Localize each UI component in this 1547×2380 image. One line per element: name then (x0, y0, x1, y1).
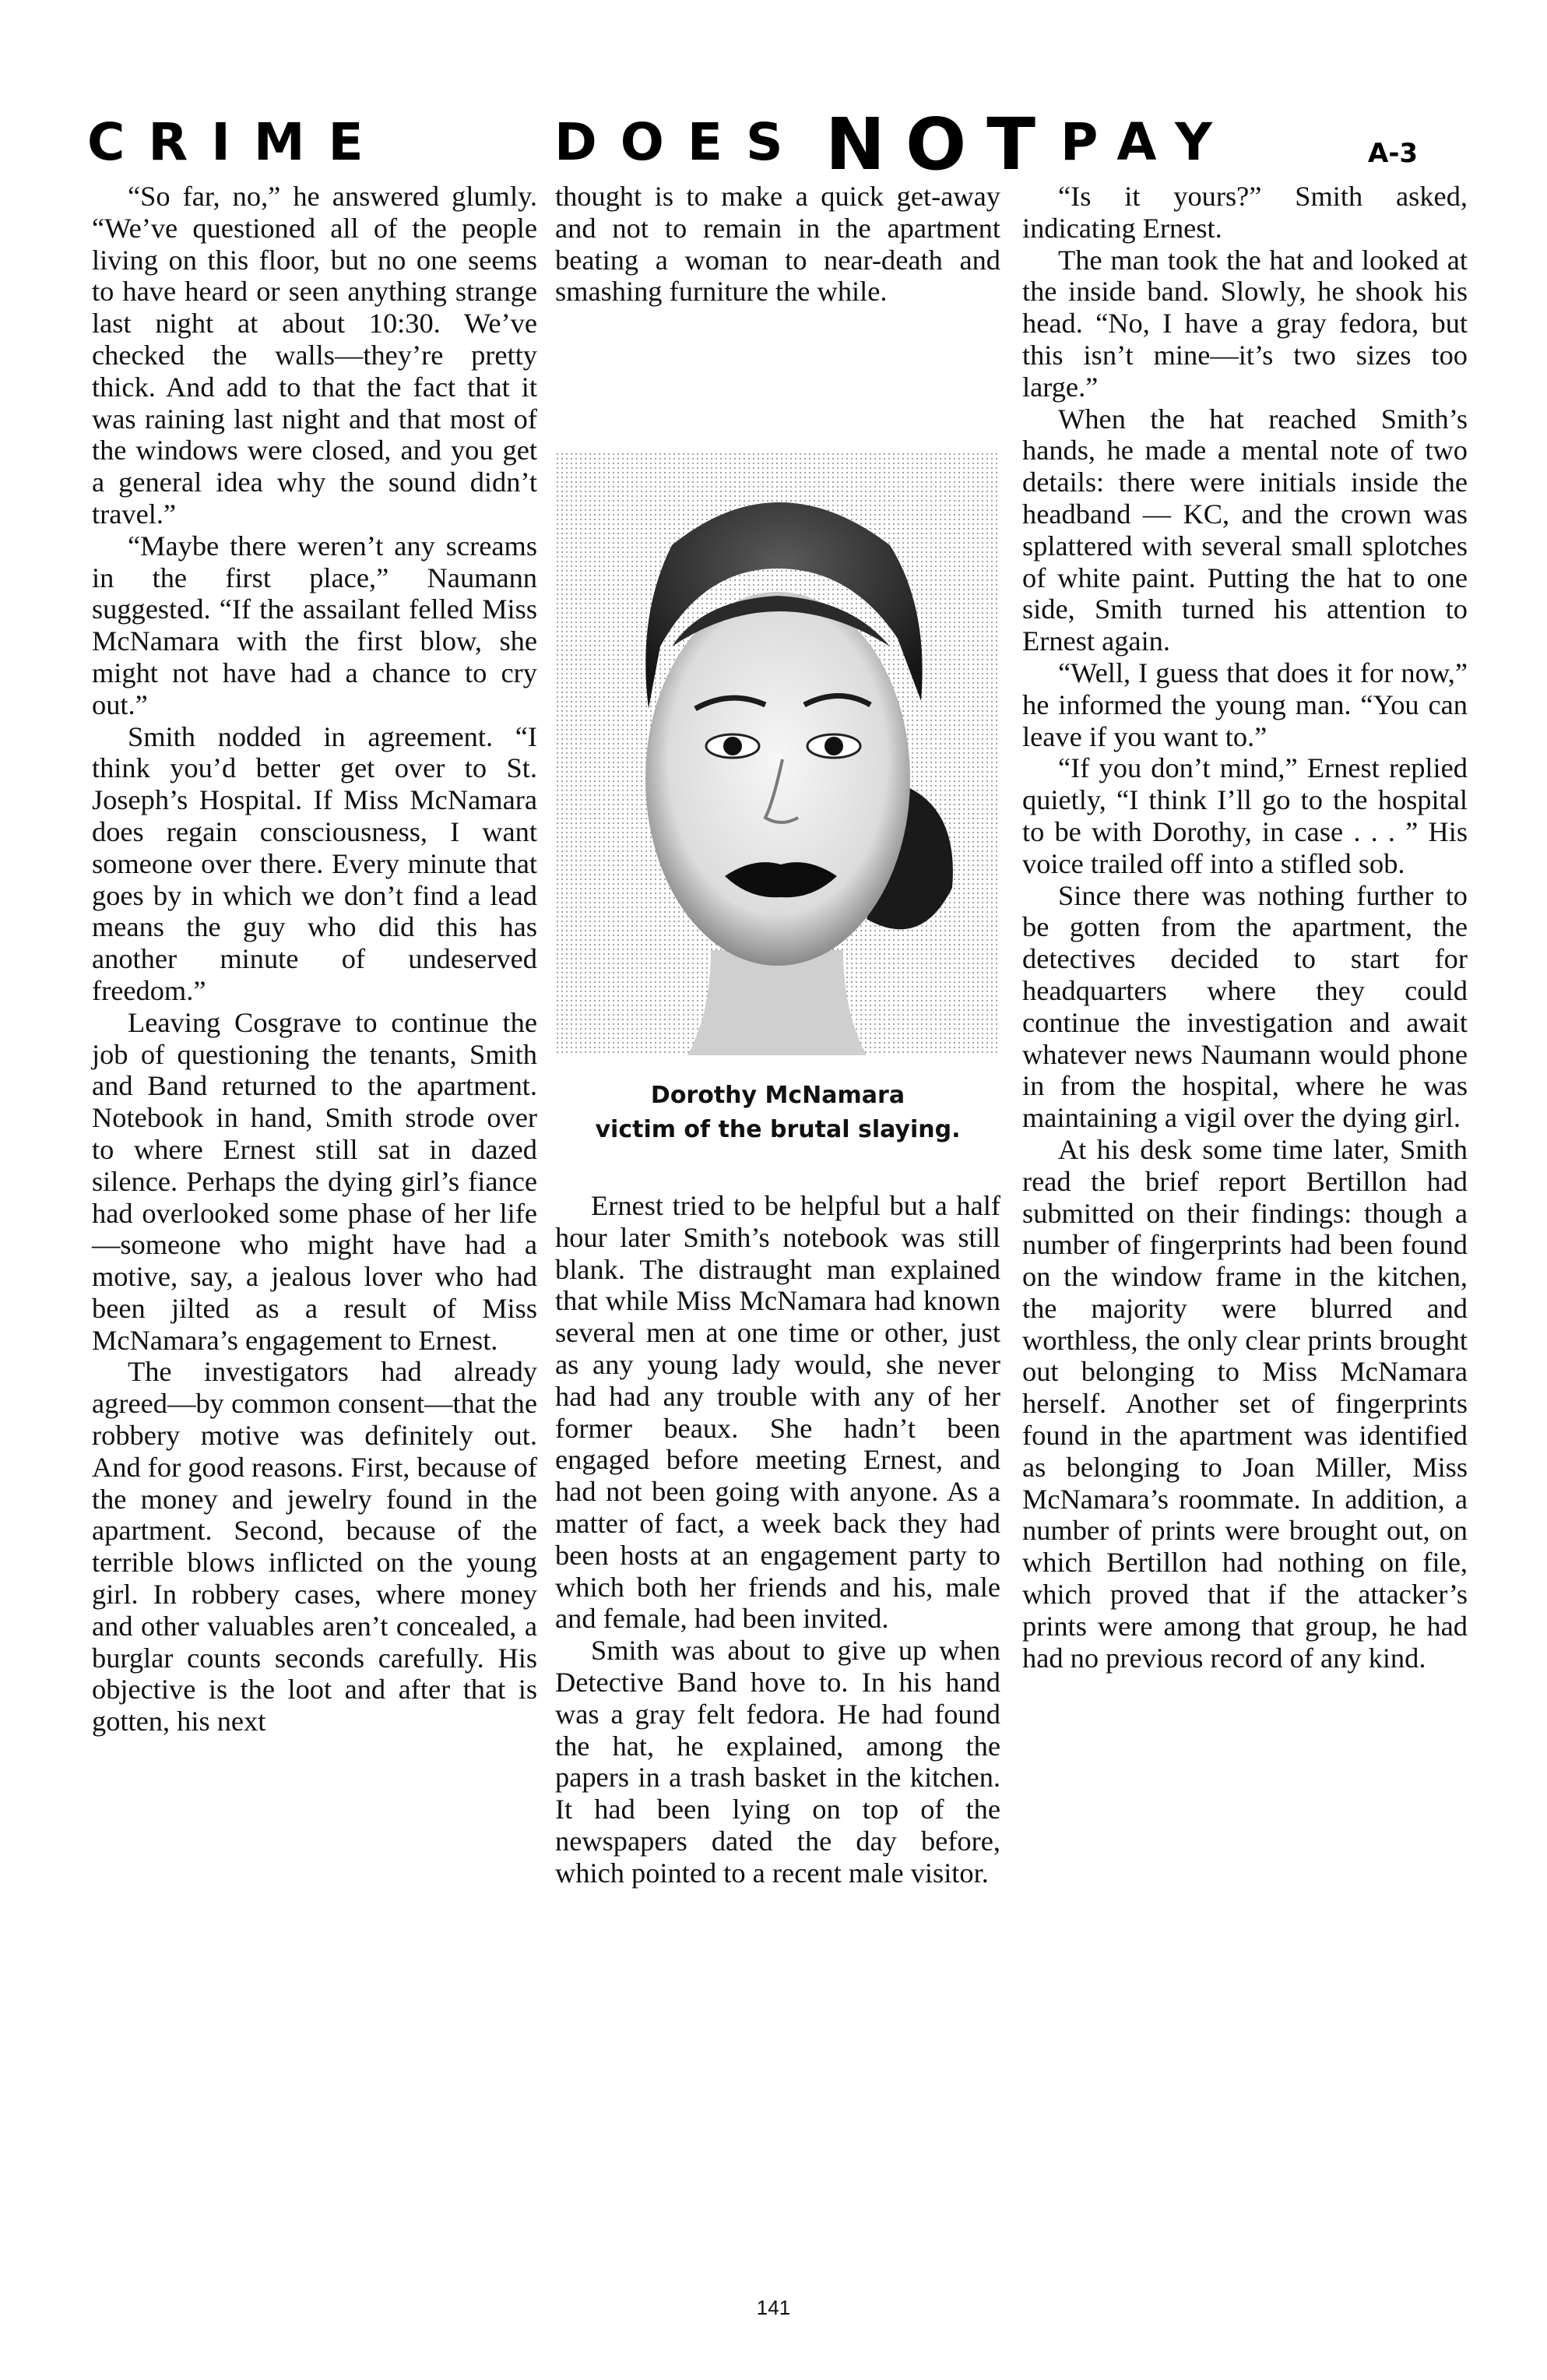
page-code: A-3 (1368, 138, 1419, 169)
paragraph: “Maybe there weren’t any screams in the first place,” Naumann suggested. “If the assailant felled Miss McNamara with the first blow, she might not have had a chance to cry out.” (92, 530, 537, 720)
paragraph: Leaving Cosgrave to continue the job of questioning the tenants, Smith and Band returned to the apartment. Notebook in hand, Smith strode over to where Ernest still sat in dazed silence. Perhaps the dying girl’s fiance had overlooked some phase of her life—someone who might have had a motive, say, a jealous lover who had been jilted as a result of Miss McNamara’s engagement to Ernest. (92, 1006, 537, 1356)
title-word-does: DOES (554, 112, 807, 172)
caption-name: Dorothy McNamara (650, 1082, 905, 1109)
caption-description: victim of the brutal slaying. (595, 1116, 961, 1143)
portrait-photo (555, 452, 1000, 1055)
title-word-pay: PAY (1060, 112, 1236, 172)
text-column-2-top (555, 181, 1000, 308)
title-word-not: NOT (825, 103, 1056, 186)
text-column-3 (1022, 181, 1468, 1674)
right-pupil (824, 737, 843, 755)
photo-caption (555, 1079, 1000, 1147)
paragraph: thought is to make a quick get-away and not to remain in the apartment beating a woman to near-death and smashing furniture the while. (555, 181, 1000, 308)
left-pupil (723, 737, 742, 755)
paragraph: Ernest tried to be helpful but a half hour later Smith’s notebook was still blank. The distraught man explained that while Miss McNamara had known several men at one time or other, just as any young lady would, she never had had any trouble with any of her former beaux. She hadn’t been engaged before meeting Ernest, and had not been going with anyone. As a matter of fact, a week back they had been hosts at an engagement party to which both her friends and his, male and female, had been invited. (555, 1190, 1000, 1635)
neck (687, 950, 867, 1055)
text-column-1 (92, 181, 537, 1737)
title-word-crime: CRIME (87, 112, 387, 172)
text-column-2-bottom (555, 1190, 1000, 1889)
paragraph: “If you don’t mind,” Ernest replied quietly, “I think I’ll go to the hospital to be with Dorothy, in case . . . ” His voice trailed off into a stifled sob. (1022, 752, 1468, 879)
paragraph: Smith was about to give up when Detective Band hove to. In his hand was a gray felt fedora. He had found the hat, he explained, among the papers in a trash basket in the kitchen. It had been lying on top of the newspapers dated the day before, which pointed to a recent male visitor. (555, 1635, 1000, 1889)
paragraph: The investigators had already agreed—by common consent—that the robbery motive was definitely out. And for good reasons. First, because of the money and jewelry found in the apartment. Second, because of the terrible blows inflicted on the young girl. In robbery cases, where money and other valuables aren’t concealed, a burglar counts seconds carefully. His objective is the loot and after that is gotten, his next (92, 1356, 538, 1737)
paragraph: “So far, no,” he answered glumly. “We’ve questioned all of the people living on this floor, but no one seems to have heard or seen anything strange last night at about 10:30. We’ve checked the walls—they’re pretty thick. And add to that the fact that it was raining last night and that most of the windows were closed, and you get a general idea why the sound didn’t travel.” (92, 181, 537, 530)
paragraph: The man took the hat and looked at the inside band. Slowly, he shook his head. “No, I have a gray fedora, but this isn’t mine—it’s two sizes too large.” (1022, 244, 1468, 403)
paragraph: “Is it yours?” Smith asked, indicating Ernest. (1022, 181, 1468, 244)
paragraph: At his desk some time later, Smith read the brief report Bertillon had submitted on their findings: though a number of fingerprints had been found on the window frame in the kitchen, the majority were blurred and worthless, the only clear prints brought out belonging to Miss McNamara herself. Another set of fingerprints found in the apartment was identified as belonging to Joan Miller, Miss McNamara’s roommate. In addition, a number of prints were brought out, on which Bertillon had nothing on file, which proved that if the attacker’s prints were among that group, he had had no previous record of any kind. (1022, 1133, 1468, 1674)
paragraph: Since there was nothing further to be gotten from the apartment, the detectives decided to start for headquarters where they could continue the investigation and await whatever news Naumann would phone in from the hospital, where he was maintaining a vigil over the dying girl. (1022, 879, 1468, 1134)
page-number: 141 (756, 2296, 791, 2319)
paragraph: Smith nodded in agreement. “I think you’d better get over to St. Joseph’s Hospital. If Miss McNamara does regain consciousness, I want someone over there. Every minute that goes by in which we don’t find a lead means the guy who did this has another minute of undeserved freedom.” (92, 720, 537, 1006)
paragraph: When the hat reached Smith’s hands, he made a mental note of two details: there were initials inside the headband — KC, and the crown was splattered with several small splotches of white paint. Putting the hat to one side, Smith turned his attention to Ernest again. (1022, 403, 1468, 657)
paragraph: “Well, I guess that does it for now,” he informed the young man. “You can leave if you want to.” (1022, 657, 1468, 752)
